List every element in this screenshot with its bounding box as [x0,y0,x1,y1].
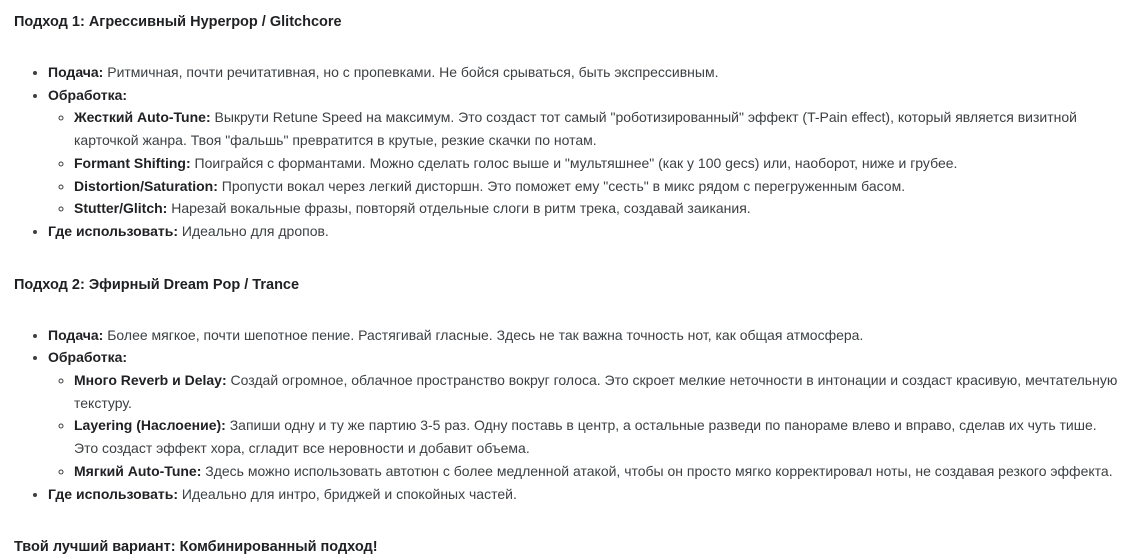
item-label: Подача: [48,326,104,343]
item-text: Идеально для интро, бриджей и спокойных частей. [181,485,517,502]
item-text: Здесь можно использовать автотюн с более медленной атакой, чтобы он просто мягко корректировал ноты, не создавая резкого эффекта. [205,462,1113,479]
footer-heading: Твой лучший вариант: Комбинированный подход! [14,539,378,556]
document-body [14,13,1118,556]
item-label: Подача: [48,64,104,80]
item-label: Мягкий Auto-Tune: [74,462,202,479]
section-2-list [14,324,1118,506]
item-label: Layering (Наслоение): [74,417,226,434]
item-label: Обработка: [48,86,128,103]
item-text: Нарезай вокальные фразы, повторяй отдельные слоги в ритм трека, создавай заикания. [171,200,751,217]
item-label: Где использовать: [48,222,179,239]
section-1-list [14,61,1118,243]
item-label: Жесткий Auto-Tune: [74,109,211,126]
list-item [74,460,1118,483]
list-item [74,197,1118,220]
item-text: Выкрути Retune Speed на максимум. Это создаст тот самый "роботизированный" эффект (T-Pain effect), который является визитной карточкой жанра. Твоя "фальшь" превратится в крутые, резкие скачки по нотам. [74,109,1077,149]
item-text: Ритмичная, почти речитативная, но с пропевками. Не бойся срываться, быть экспрессивным. [107,64,719,80]
item-label: Distortion/Saturation: [74,177,218,194]
section-2-heading: Подход 2: Эфирный Dream Pop / Trance [14,276,300,293]
item-text: Более мягкое, почти шепотное пение. Растягивай гласные. Здесь не так важна точность нот, как общая атмосфера. [107,326,864,343]
list-item [74,175,1118,198]
list-item [74,414,1118,459]
item-text: Идеально для дропов. [181,222,329,239]
list-item [74,106,1118,151]
item-text: Поиграйся с формантами. Можно сделать голос выше и "мультяшнее" (как у 100 gecs) или, наоборот, ниже и грубее. [194,154,958,171]
list-item [48,220,1118,243]
section-1-sublist [48,106,1118,220]
list-item [48,84,1118,220]
item-label: Много Reverb и Delay: [74,372,227,389]
item-text: Пропусти вокал через легкий дисторшн. Это поможет ему "сесть" в микс рядом с перегруженным басом. [221,177,906,194]
list-item [74,369,1118,414]
section-1-heading: Подход 1: Агрессивный Hyperpop / Glitchcore [14,14,342,30]
item-text: Создай огромное, облачное пространство вокруг голоса. Это скроет мелкие неточности в интонации и создаст красивую, мечтательную текстуру. [74,372,1118,411]
item-label: Где использовать: [48,485,179,502]
section-2-sublist [48,369,1118,483]
list-item [74,152,1118,175]
list-item [48,346,1118,482]
list-item [48,324,1118,347]
list-item [48,483,1118,506]
list-item [48,61,1118,84]
item-label: Stutter/Glitch: [74,200,168,217]
item-label: Обработка: [48,349,128,366]
item-label: Formant Shifting: [74,154,191,171]
item-text: Запиши одну и ту же партию 3-5 раз. Одну поставь в центр, а остальные разведи по панораме влево и вправо, сделав их чуть тише. Это создаст эффект хора, сгладит все неровности и добавит объема. [74,417,1097,457]
